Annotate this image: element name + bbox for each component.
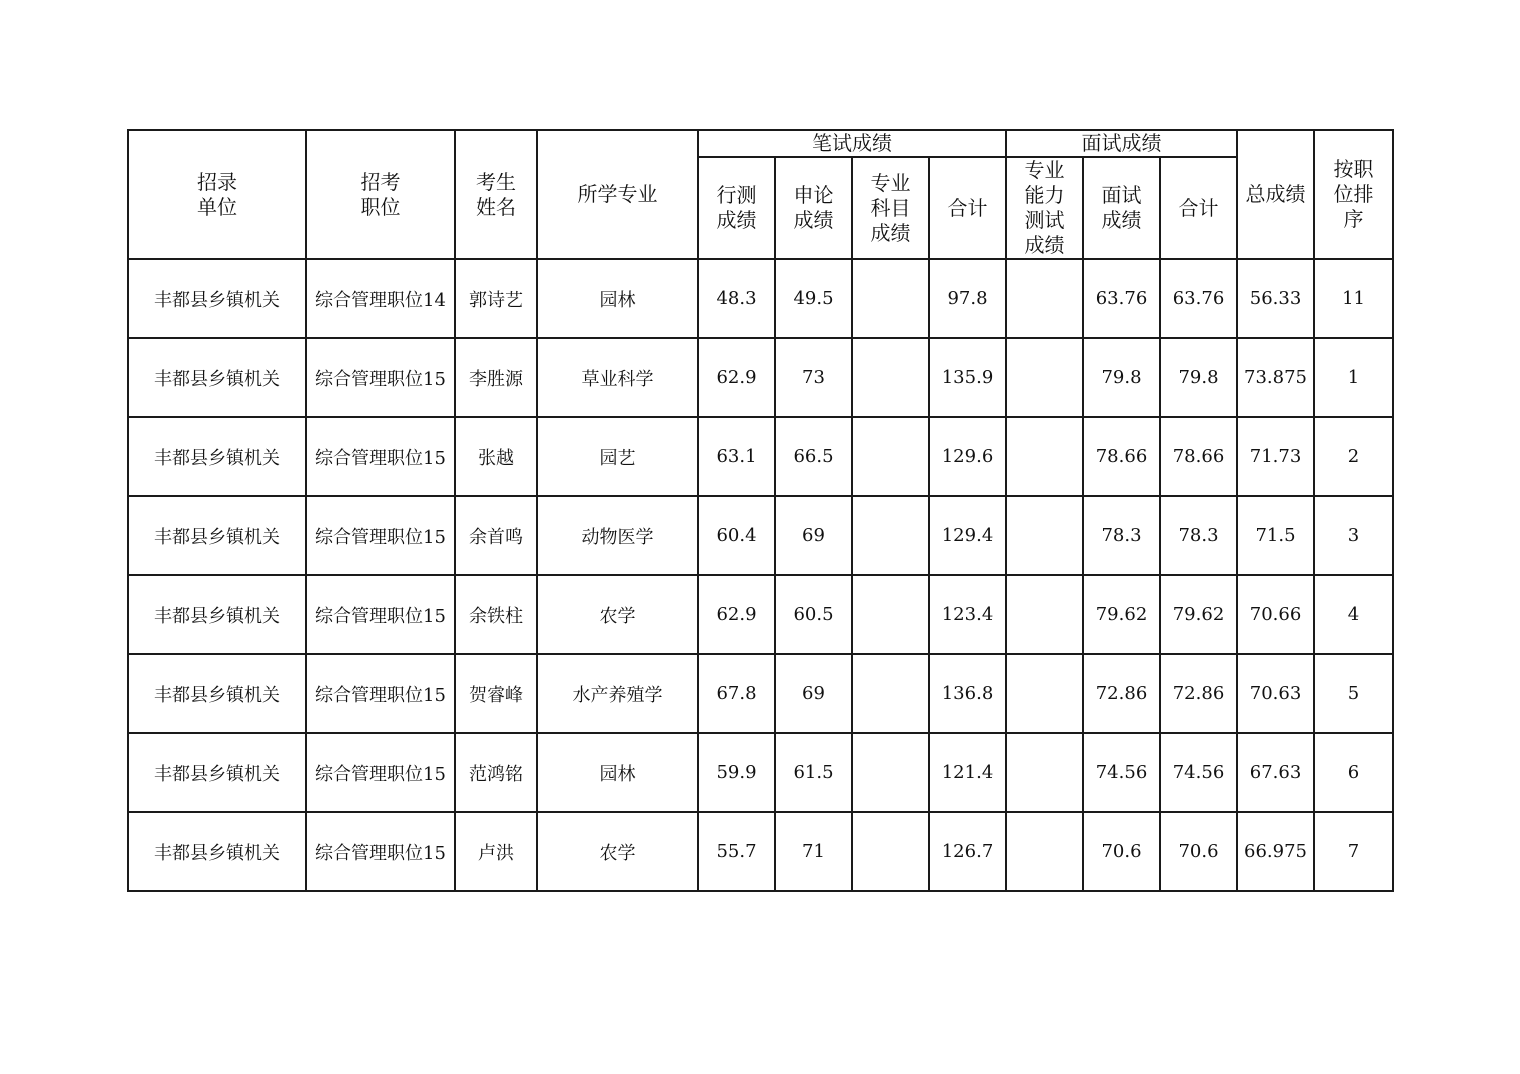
cell-xingce: 62.9	[698, 338, 775, 417]
cell-written-total: 97.8	[929, 259, 1006, 338]
cell-unit: 丰都县乡镇机关	[128, 496, 306, 575]
cell-xingce: 67.8	[698, 654, 775, 733]
cell-ability	[1006, 575, 1083, 654]
header-written-total: 合计	[929, 157, 1006, 259]
header-ability-test: 专业 能力 测试 成绩	[1006, 157, 1083, 259]
cell-interview: 63.76	[1083, 259, 1160, 338]
header-position: 招考 职位	[306, 130, 455, 259]
cell-xingce: 62.9	[698, 575, 775, 654]
header-name: 考生 姓名	[455, 130, 537, 259]
cell-name: 贺睿峰	[455, 654, 537, 733]
header-interview-group: 面试成绩	[1006, 130, 1237, 157]
cell-xingce: 60.4	[698, 496, 775, 575]
cell-name: 郭诗艺	[455, 259, 537, 338]
header-interview-score: 面试 成绩	[1083, 157, 1160, 259]
cell-shenlun: 71	[775, 812, 852, 891]
header-total-score: 总成绩	[1237, 130, 1314, 259]
cell-ability	[1006, 654, 1083, 733]
cell-unit: 丰都县乡镇机关	[128, 417, 306, 496]
cell-ability	[1006, 338, 1083, 417]
header-row-top	[128, 130, 1393, 157]
cell-unit: 丰都县乡镇机关	[128, 733, 306, 812]
header-major: 所学专业	[537, 130, 698, 259]
table-row	[128, 417, 1393, 496]
table-row	[128, 259, 1393, 338]
cell-interview: 78.3	[1083, 496, 1160, 575]
cell-interview: 72.86	[1083, 654, 1160, 733]
table-row	[128, 654, 1393, 733]
cell-written-total: 136.8	[929, 654, 1006, 733]
table-body	[128, 259, 1393, 891]
cell-zhuanye	[852, 733, 929, 812]
cell-rank: 1	[1314, 338, 1393, 417]
cell-name: 卢洪	[455, 812, 537, 891]
cell-unit: 丰都县乡镇机关	[128, 259, 306, 338]
cell-zhuanye	[852, 575, 929, 654]
cell-major: 园艺	[537, 417, 698, 496]
cell-written-total: 129.4	[929, 496, 1006, 575]
header-interview-total: 合计	[1160, 157, 1237, 259]
cell-major: 农学	[537, 575, 698, 654]
cell-interview: 70.6	[1083, 812, 1160, 891]
table-row	[128, 575, 1393, 654]
cell-written-total: 126.7	[929, 812, 1006, 891]
cell-position: 综合管理职位15	[306, 338, 455, 417]
cell-written-total: 129.6	[929, 417, 1006, 496]
cell-name: 范鸿铭	[455, 733, 537, 812]
cell-xingce: 55.7	[698, 812, 775, 891]
cell-ability	[1006, 496, 1083, 575]
table-header	[128, 130, 1393, 259]
cell-ability	[1006, 417, 1083, 496]
cell-name: 李胜源	[455, 338, 537, 417]
cell-rank: 5	[1314, 654, 1393, 733]
header-rank: 按职 位排 序	[1314, 130, 1393, 259]
cell-position: 综合管理职位14	[306, 259, 455, 338]
cell-interview: 78.66	[1083, 417, 1160, 496]
cell-zhuanye	[852, 338, 929, 417]
cell-ability	[1006, 259, 1083, 338]
cell-total: 70.63	[1237, 654, 1314, 733]
cell-total: 67.63	[1237, 733, 1314, 812]
score-table	[127, 129, 1394, 892]
cell-position: 综合管理职位15	[306, 812, 455, 891]
cell-interview-total: 78.3	[1160, 496, 1237, 575]
cell-major: 动物医学	[537, 496, 698, 575]
cell-interview: 74.56	[1083, 733, 1160, 812]
cell-xingce: 63.1	[698, 417, 775, 496]
cell-interview-total: 78.66	[1160, 417, 1237, 496]
cell-shenlun: 61.5	[775, 733, 852, 812]
cell-ability	[1006, 733, 1083, 812]
cell-total: 56.33	[1237, 259, 1314, 338]
table-row	[128, 812, 1393, 891]
cell-interview: 79.62	[1083, 575, 1160, 654]
cell-rank: 11	[1314, 259, 1393, 338]
cell-unit: 丰都县乡镇机关	[128, 575, 306, 654]
cell-written-total: 135.9	[929, 338, 1006, 417]
header-shenlun: 申论 成绩	[775, 157, 852, 259]
cell-position: 综合管理职位15	[306, 733, 455, 812]
cell-interview: 79.8	[1083, 338, 1160, 417]
cell-interview-total: 63.76	[1160, 259, 1237, 338]
cell-zhuanye	[852, 259, 929, 338]
cell-written-total: 123.4	[929, 575, 1006, 654]
cell-rank: 2	[1314, 417, 1393, 496]
cell-interview-total: 79.62	[1160, 575, 1237, 654]
cell-position: 综合管理职位15	[306, 417, 455, 496]
cell-zhuanye	[852, 417, 929, 496]
table-row	[128, 733, 1393, 812]
cell-position: 综合管理职位15	[306, 654, 455, 733]
cell-position: 综合管理职位15	[306, 496, 455, 575]
cell-major: 水产养殖学	[537, 654, 698, 733]
cell-zhuanye	[852, 496, 929, 575]
cell-name: 张越	[455, 417, 537, 496]
cell-total: 70.66	[1237, 575, 1314, 654]
header-written-group: 笔试成绩	[698, 130, 1006, 157]
header-xingce: 行测 成绩	[698, 157, 775, 259]
cell-shenlun: 69	[775, 496, 852, 575]
cell-shenlun: 73	[775, 338, 852, 417]
cell-ability	[1006, 812, 1083, 891]
cell-interview-total: 70.6	[1160, 812, 1237, 891]
cell-unit: 丰都县乡镇机关	[128, 654, 306, 733]
cell-zhuanye	[852, 812, 929, 891]
table-row	[128, 338, 1393, 417]
cell-major: 园林	[537, 733, 698, 812]
cell-shenlun: 49.5	[775, 259, 852, 338]
table-row	[128, 496, 1393, 575]
cell-unit: 丰都县乡镇机关	[128, 812, 306, 891]
cell-shenlun: 66.5	[775, 417, 852, 496]
cell-written-total: 121.4	[929, 733, 1006, 812]
cell-major: 草业科学	[537, 338, 698, 417]
cell-shenlun: 69	[775, 654, 852, 733]
cell-xingce: 48.3	[698, 259, 775, 338]
cell-total: 66.975	[1237, 812, 1314, 891]
cell-total: 71.73	[1237, 417, 1314, 496]
cell-shenlun: 60.5	[775, 575, 852, 654]
cell-major: 农学	[537, 812, 698, 891]
cell-rank: 6	[1314, 733, 1393, 812]
cell-zhuanye	[852, 654, 929, 733]
cell-name: 余首鸣	[455, 496, 537, 575]
cell-total: 71.5	[1237, 496, 1314, 575]
cell-name: 余铁柱	[455, 575, 537, 654]
cell-total: 73.875	[1237, 338, 1314, 417]
cell-interview-total: 72.86	[1160, 654, 1237, 733]
cell-position: 综合管理职位15	[306, 575, 455, 654]
header-zhuanye-kemu: 专业 科目 成绩	[852, 157, 929, 259]
cell-interview-total: 79.8	[1160, 338, 1237, 417]
cell-rank: 3	[1314, 496, 1393, 575]
cell-rank: 7	[1314, 812, 1393, 891]
cell-unit: 丰都县乡镇机关	[128, 338, 306, 417]
cell-interview-total: 74.56	[1160, 733, 1237, 812]
cell-xingce: 59.9	[698, 733, 775, 812]
cell-rank: 4	[1314, 575, 1393, 654]
cell-major: 园林	[537, 259, 698, 338]
header-unit: 招录 单位	[128, 130, 306, 259]
